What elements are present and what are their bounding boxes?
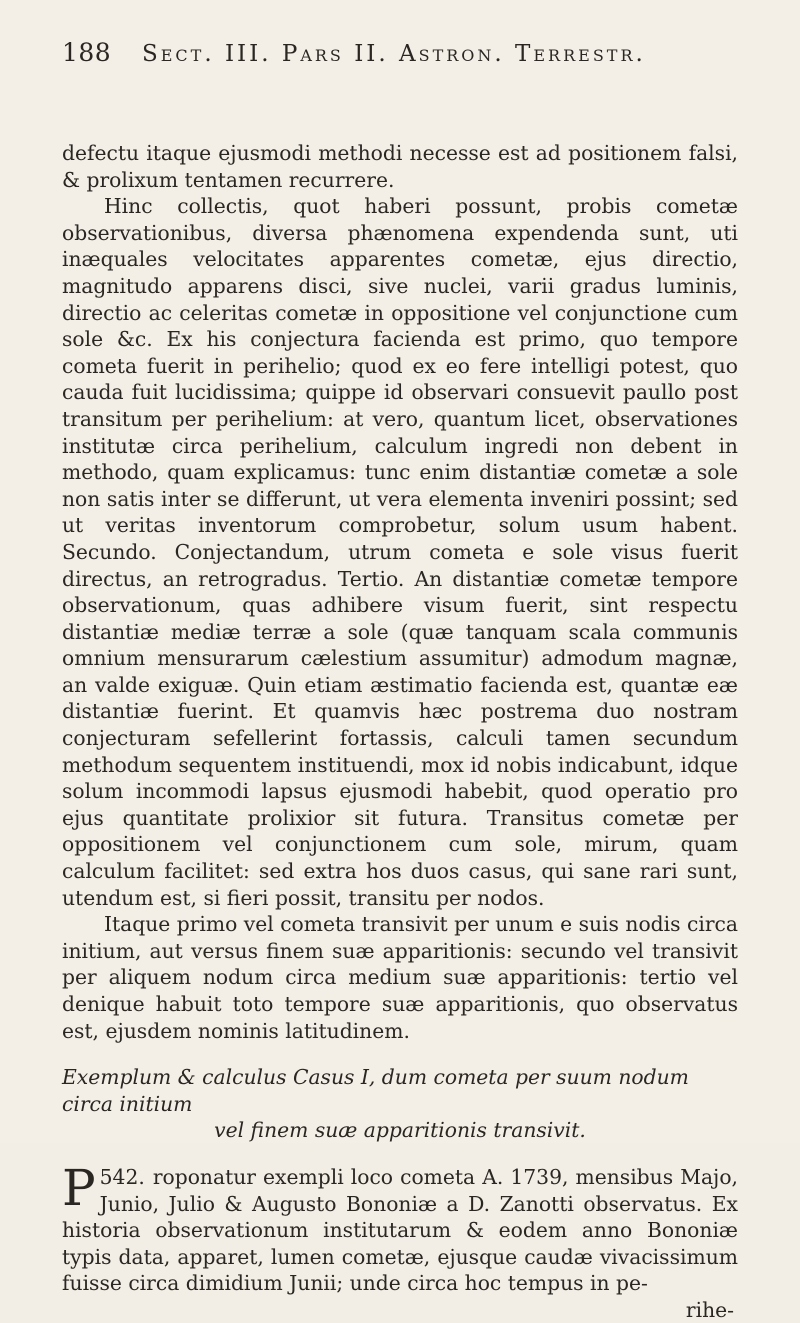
section-paragraph <box>62 1158 738 1297</box>
paragraph-continuation: defectu itaque ejusmodi methodi necesse est ad positionem falsi, & prolixum tentamen recurrere. <box>62 141 738 192</box>
page-header <box>62 38 738 82</box>
paragraph-hinc: Hinc collectis, quot haberi possunt, probis cometæ observationibus, diversa phænomena expendenda sunt, uti inæquales velocitates apparentes cometæ, ejus directio, magnitudo apparens disci, sive nuclei, varii gradus luminis, directio ac celeritas cometæ in oppositione vel conjunctione cum sole &c. Ex his conjectura facienda est primo, quo tempore cometa fuerit in perihelio; quod ex eo fere intelligi potest, quo cauda fuit lucidissima; quippe id observari consuevit paullo post transitum per perihelium: at vero, quantum licet, observationes institutæ circa perihelium, calculum ingredi non debent in methodo, quam explicamus: tunc enim distantiæ cometæ a sole non satis inter se differunt, ut vera elementa inveniri possint; sed ut veritas inventorum comprobetur, solum usum habent. Secundo. Conjectandum, utrum cometa e sole visus fuerit directus, an retrogradus. Tertio. An distantiæ cometæ tempore observationum, quas adhibere visum fuerit, sint respectu distantiæ mediæ terræ a sole (quæ tanquam scala communis omnium mensurarum cælestium assumitur) admodum magnæ, an valde exiguæ. Quin etiam æstimatio facienda est, quantæ eæ distantiæ fuerint. Et quamvis hæc postrema duo nostram conjecturam sefellerint fortassis, calculi tamen secundum methodum sequentem instituendi, mox id nobis indicabunt, idque solum incommodi lapsus ejusmodi habebit, quod operatio pro ejus quantitate prolixior sit futura. Transitus cometæ per oppositionem vel conjunctionem cum sole, mirum, quam calculum facilitet: sed extra hos duos casus, qui sane rari sunt, utendum est, si fieri possit, transitu per nodos. <box>62 194 738 910</box>
section-number: 542. <box>99 1164 145 1189</box>
running-head: Sect. III. Pars II. Astron. Terrestr. <box>142 41 646 67</box>
drop-cap: P <box>62 1158 96 1217</box>
catchword: rihe- <box>685 1297 734 1322</box>
paragraph-itaque: Itaque primo vel cometa transivit per unum e suis nodis circa initium, aut versus finem suæ apparitionis: secundo vel transivit per aliquem nodum circa medium suæ apparitionis: tertio vel denique habuit toto tempore suæ apparitionis, quo observatus est, ejusdem nominis latitudinem. <box>62 912 738 1043</box>
example-title-line-2: vel finem suæ apparitionis transivit. <box>214 1118 586 1143</box>
page-number: 188 <box>62 38 112 67</box>
section-text: roponatur exempli loco cometa A. 1739, mensibus Majo, Junio, Julio & Augusto Bononiæ a D. Zanotti observatus. Ex historia observationum institutarum & eodem anno Bononiæ typis data, apparet, lumen cometæ, ejusque caudæ vivacissimum fuisse circa dimidium Junii; unde circa hoc tempus in pe- <box>62 1164 738 1296</box>
example-title <box>62 1064 738 1144</box>
example-title-line-1: Exemplum & calculus Casus I, dum cometa per suum nodum circa initium <box>62 1065 689 1116</box>
body-text <box>62 140 738 1323</box>
